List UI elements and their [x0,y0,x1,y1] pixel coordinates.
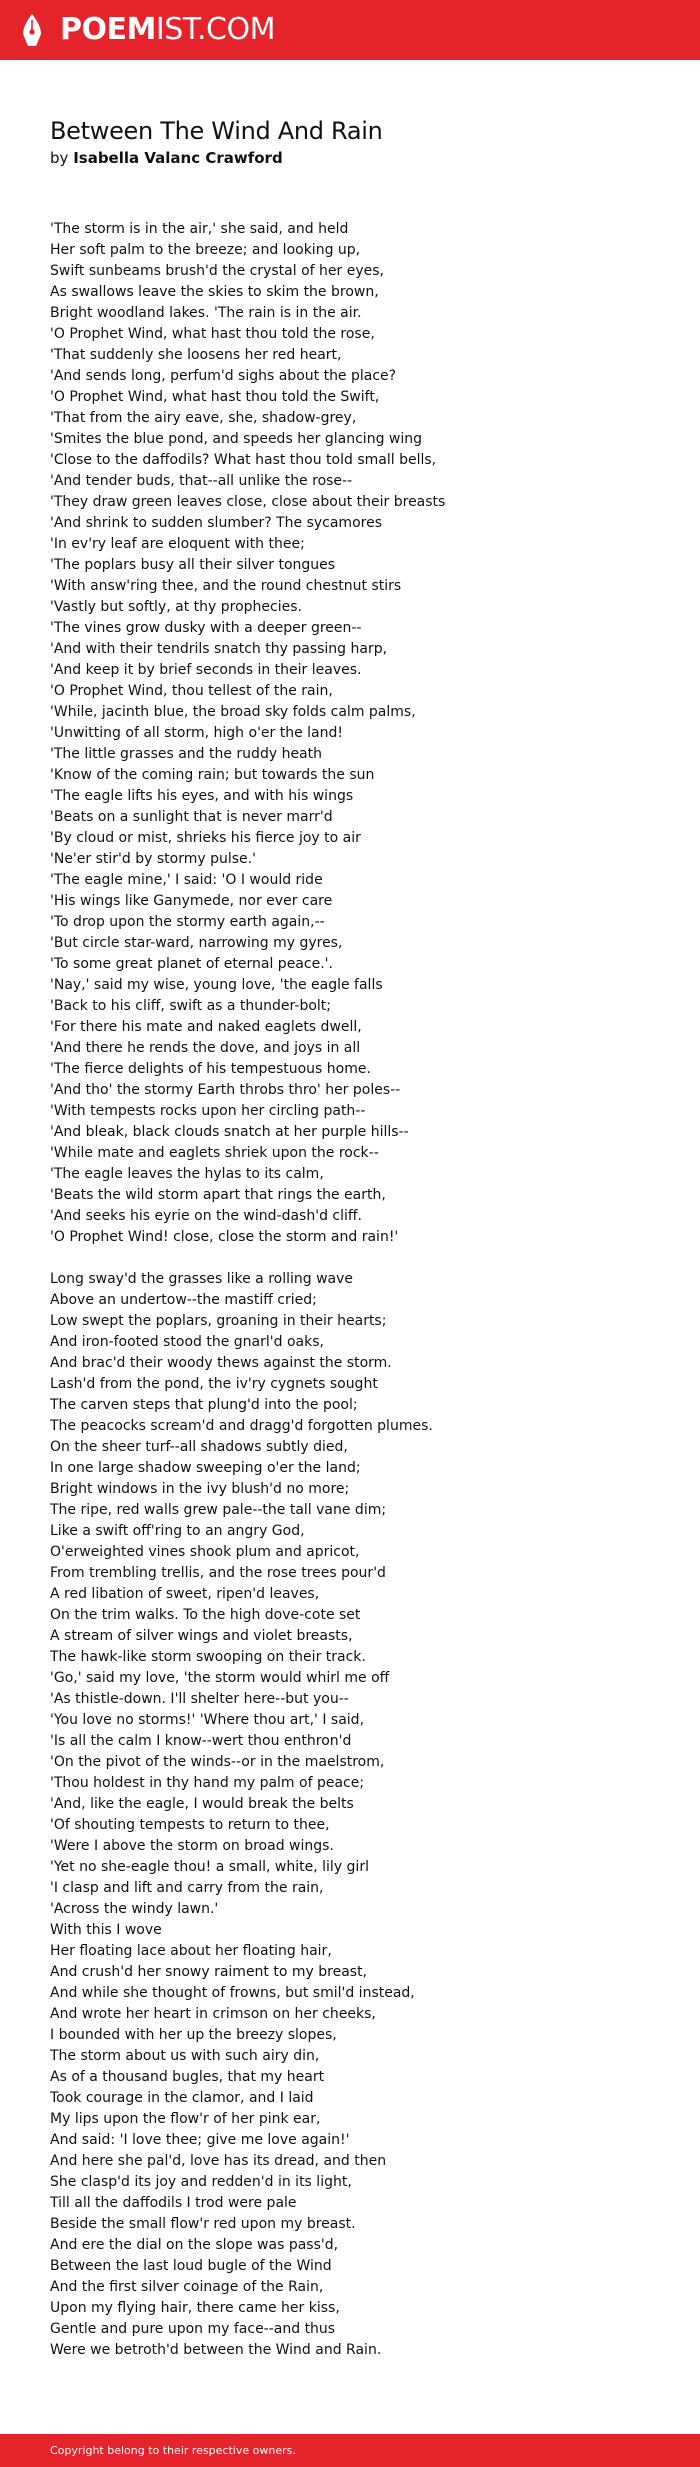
pen-nib-icon[interactable] [14,12,50,48]
poem-line: And wrote her heart in crimson on her cheeks, [50,2006,376,2022]
poem-line: 'With tempests rocks upon her circling path-- [50,1103,366,1119]
poem-line: 'While mate and eaglets shriek upon the rock-- [50,1145,379,1161]
poem-line: Long sway'd the grasses like a rolling wave [50,1271,354,1287]
poem-line: 'Smites the blue pond, and speeds her glancing wing [50,431,423,447]
poem-line: 'Were I above the storm on broad wings. [50,1838,334,1854]
poem-line: 'That from the airy eave, she, shadow-grey, [50,410,357,426]
poem-line: O'erweighted vines shook plum and apricot, [50,1544,360,1560]
poem-line: 'The fierce delights of his tempestuous home. [50,1061,371,1077]
poem-line: On the sheer turf--all shadows subtly died, [50,1439,348,1455]
poem-line: She clasp'd its joy and redden'd in its light, [50,2174,352,2190]
poem-line: 'As thistle-down. I'll shelter here--but you-- [50,1691,349,1707]
poem-line: 'The eagle leaves the hylas to its calm, [50,1166,324,1182]
poem-line: As swallows leave the skies to skim the brown, [50,284,379,300]
poem-line: 'The storm is in the air,' she said, and held [50,221,349,237]
poem-line: 'And tho' the stormy Earth throbs thro' her poles-- [50,1082,401,1098]
poem-line: Till all the daffodils I trod were pale [50,2195,297,2211]
poem-line: And while she thought of frowns, but smil'd instead, [50,1985,415,2001]
poem-line: Her soft palm to the breeze; and looking up, [50,242,361,258]
poem-line: And crush'd her snowy raiment to my breast, [50,1964,368,1980]
poem-line: 'Thou holdest in thy hand my palm of peace; [50,1775,365,1791]
poem-line: Low swept the poplars, groaning in their hearts; [50,1313,387,1329]
poem-line: 'Across the windy lawn.' [50,1901,219,1917]
poem-line: A stream of silver wings and violet breasts, [50,1628,353,1644]
poem-line: 'And keep it by brief seconds in their leaves. [50,662,362,678]
poem-line: Beside the small flow'r red upon my breast. [50,2216,356,2232]
byline-prefix: by [50,149,69,167]
poem-line: 'O Prophet Wind, thou tellest of the rain, [50,683,333,699]
poem-line: 'But circle star-ward, narrowing my gyres, [50,935,343,951]
poem-line: From trembling trellis, and the rose trees pour'd [50,1565,386,1581]
poem-line: 'By cloud or mist, shrieks his fierce joy to air [50,830,361,846]
poem-line: 'I clasp and lift and carry from the rain, [50,1880,324,1896]
poem-line: 'While, jacinth blue, the broad sky folds calm palms, [50,704,416,720]
brand-bold: POEM [60,12,156,47]
poem-line: Were we betroth'd between the Wind and Rain. [50,2342,382,2358]
poem-line: Bright woodland lakes. 'The rain is in the air. [50,305,362,321]
poem-line: 'The eagle mine,' I said: 'O I would ride [50,872,323,888]
poem-line: 'And, like the eagle, I would break the belts [50,1796,354,1812]
poem-line: With this I wove [50,1922,162,1938]
poem-line: The hawk-like storm swooping on their track. [50,1649,366,1665]
copyright-notice: Copyright belong to their respective owners. [50,2444,296,2457]
poem-line: 'The eagle lifts his eyes, and with his wings [50,788,354,804]
poem-line: 'Beats on a sunlight that is never marr'd [50,809,333,825]
poem-line: The storm about us with such airy din, [50,2048,320,2064]
poem-line: Bright windows in the ivy blush'd no more; [50,1481,350,1497]
poem-line: 'To some great planet of eternal peace.'. [50,956,333,972]
poem-line: 'And tender buds, that--all unlike the rose-- [50,473,353,489]
poem-line: 'And with their tendrils snatch thy passing harp, [50,641,388,657]
poem-line: 'O Prophet Wind! close, close the storm and rain!' [50,1229,399,1245]
site-header [0,0,700,60]
poem-line: 'You love no storms!' 'Where thou art,' I said, [50,1712,365,1728]
poem-line: 'And there he rends the dove, and joys in all [50,1040,361,1056]
poem-line: And here she pal'd, love has its dread, and then [50,2153,387,2169]
poem-line: And ere the dial on the slope was pass'd, [50,2237,339,2253]
poem-line: 'On the pivot of the winds--or in the maelstrom, [50,1754,385,1770]
poem-line: 'Back to his cliff, swift as a thunder-bolt; [50,998,331,1014]
poem-line: On the trim walks. To the high dove-cote set [50,1607,361,1623]
poem-line: Upon my flying hair, there came her kiss, [50,2300,340,2316]
byline [50,148,283,168]
poem-line: 'With answ'ring thee, and the round chestnut stirs [50,578,402,594]
site-footer [0,2434,700,2467]
poem-line: 'Unwitting of all storm, high o'er the land! [50,725,344,741]
poem-line: The carven steps that plung'd into the pool; [50,1397,358,1413]
poem-line: 'Is all the calm I know--wert thou enthron'd [50,1733,352,1749]
poem-line: 'In ev'ry leaf are eloquent with thee; [50,536,305,552]
poem-line: 'Beats the wild storm apart that rings the earth, [50,1187,386,1203]
poem-line: The ripe, red walls grew pale--the tall vane dim; [50,1502,387,1518]
poem-line: Lash'd from the pond, the iv'ry cygnets sought [50,1376,378,1392]
poem-line: 'That suddenly she loosens her red heart, [50,347,342,363]
poem-line: 'Close to the daffodils? What hast thou told small bells, [50,452,437,468]
poem-line: 'The little grasses and the ruddy heath [50,746,322,762]
poem-title: Between The Wind And Rain [50,117,383,145]
poem-line: 'O Prophet Wind, what hast thou told the Swift, [50,389,380,405]
poem-line: 'The poplars busy all their silver tongues [50,557,336,573]
author-name[interactable]: Isabella Valanc Crawford [73,149,283,167]
poem-line: In one large shadow sweeping o'er the land; [50,1460,361,1476]
poem-line: As of a thousand bugles, that my heart [50,2069,325,2085]
poem-line: Gentle and pure upon my face--and thus [50,2321,336,2337]
poem-line: Her floating lace about her floating hair, [50,1943,332,1959]
poem-line: 'The vines grow dusky with a deeper green-- [50,620,362,636]
poem-line: I bounded with her up the breezy slopes, [50,2027,337,2043]
poem-line: And iron-footed stood the gnarl'd oaks, [50,1334,324,1350]
site-logo-text[interactable] [60,12,275,48]
poem-line: 'Vastly but softly, at thy prophecies. [50,599,302,615]
poem-line: 'His wings like Ganymede, nor ever care [50,893,333,909]
poem-line: 'And shrink to sudden slumber? The sycamores [50,515,382,531]
poem-line: 'And sends long, perfum'd sighs about the place? [50,368,397,384]
stanza-break [50,1248,670,1269]
poem-line: 'To drop upon the stormy earth again,-- [50,914,325,930]
poem-line: My lips upon the flow'r of her pink ear, [50,2111,321,2127]
poem-line: 'O Prophet Wind, what hast thou told the rose, [50,326,375,342]
poem-line: 'Ne'er stir'd by stormy pulse.' [50,851,256,867]
poem-line: Took courage in the clamor, and I laid [50,2090,314,2106]
poem-line: 'Go,' said my love, 'the storm would whirl me off [50,1670,390,1686]
poem-line: And said: 'I love thee; give me love again!' [50,2132,350,2148]
poem-line: The peacocks scream'd and dragg'd forgotten plumes. [50,1418,433,1434]
poem-line: 'Nay,' said my wise, young love, 'the eagle falls [50,977,383,993]
poem-line: Like a swift off'ring to an angry God, [50,1523,305,1539]
poem-line: 'Yet no she-eagle thou! a small, white, lily girl [50,1859,369,1875]
poem-line: Between the last loud bugle of the Wind [50,2258,332,2274]
poem-line: And the first silver coinage of the Rain, [50,2279,324,2295]
poem-line: 'And seeks his eyrie on the wind-dash'd cliff. [50,1208,362,1224]
poem-body [50,219,670,2361]
poem-line: Swift sunbeams brush'd the crystal of her eyes, [50,263,384,279]
poem-line: Above an undertow--the mastiff cried; [50,1292,317,1308]
poem-line: 'Of shouting tempests to return to thee, [50,1817,330,1833]
poem-line: 'Know of the coming rain; but towards the sun [50,767,375,783]
poem-line: 'For there his mate and naked eaglets dwell, [50,1019,362,1035]
poem-line: 'And bleak, black clouds snatch at her purple hills-- [50,1124,409,1140]
poem-line: 'They draw green leaves close, close about their breasts [50,494,446,510]
brand-light: IST.COM [155,12,275,47]
poem-line: And brac'd their woody thews against the storm. [50,1355,392,1371]
poem-line: A red libation of sweet, ripen'd leaves, [50,1586,320,1602]
